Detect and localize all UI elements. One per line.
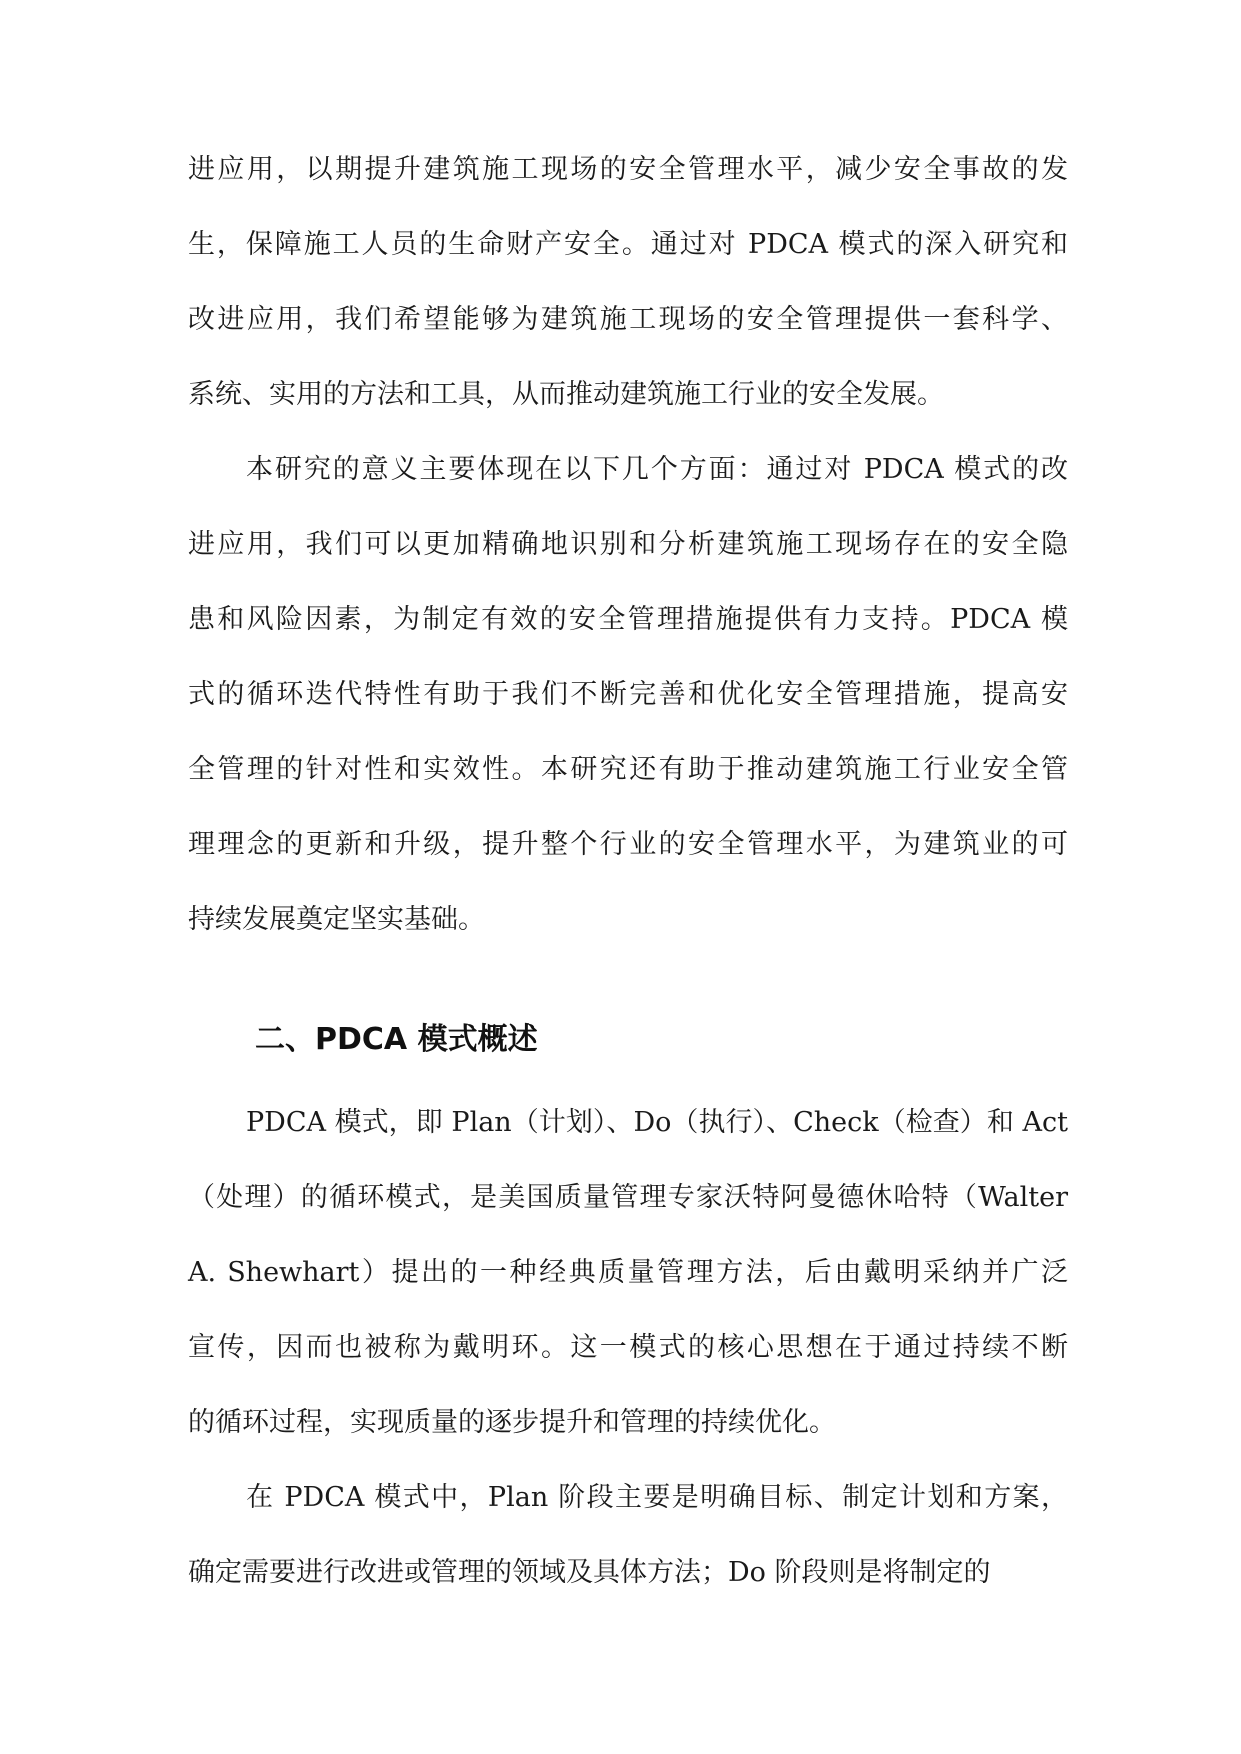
paragraph-line: 进应用，我们可以更加精确地识别和分析建筑施工现场存在的安全隐 — [188, 529, 1068, 560]
paragraph-line: 理理念的更新和升级，提升整个行业的安全管理水平，为建筑业的可 — [188, 829, 1068, 860]
paragraph-line: 改进应用，我们希望能够为建筑施工现场的安全管理提供一套科学、 — [188, 304, 1068, 335]
paragraph-line: 持续发展奠定坚实基础。 — [188, 904, 485, 935]
paragraph-line: 系统、实用的方法和工具，从而推动建筑施工行业的安全发展。 — [188, 379, 944, 410]
paragraph-line: 确定需要进行改进或管理的领域及具体方法；Do 阶段则是将制定的 — [188, 1557, 991, 1588]
paragraph-line: 的循环过程，实现质量的逐步提升和管理的持续优化。 — [188, 1407, 836, 1438]
paragraph-line: （处理）的循环模式，是美国质量管理专家沃特阿曼德休哈特（Walter — [188, 1182, 1068, 1213]
paragraph-line: 宣传，因而也被称为戴明环。这一模式的核心思想在于通过持续不断 — [188, 1332, 1068, 1363]
paragraph-line: 全管理的针对性和实效性。本研究还有助于推动建筑施工行业安全管 — [188, 754, 1068, 785]
paragraph-line: 进应用，以期提升建筑施工现场的安全管理水平，减少安全事故的发 — [188, 154, 1068, 185]
section-heading: 二、PDCA 模式概述 — [255, 1022, 538, 1057]
paragraph-line: 患和风险因素，为制定有效的安全管理措施提供有力支持。PDCA 模 — [188, 604, 1068, 635]
paragraph-line: 本研究的意义主要体现在以下几个方面：通过对 PDCA 模式的改 — [246, 454, 1068, 485]
paragraph-line: 在 PDCA 模式中，Plan 阶段主要是明确目标、制定计划和方案， — [246, 1482, 1068, 1513]
paragraph-line: PDCA 模式，即 Plan（计划）、Do（执行）、Check（检查）和 Act — [246, 1107, 1068, 1138]
paragraph-line: 生，保障施工人员的生命财产安全。通过对 PDCA 模式的深入研究和 — [188, 229, 1068, 260]
paragraph-line: A. Shewhart）提出的一种经典质量管理方法，后由戴明采纳并广泛 — [188, 1257, 1068, 1288]
paragraph-line: 式的循环迭代特性有助于我们不断完善和优化安全管理措施，提高安 — [188, 679, 1068, 710]
